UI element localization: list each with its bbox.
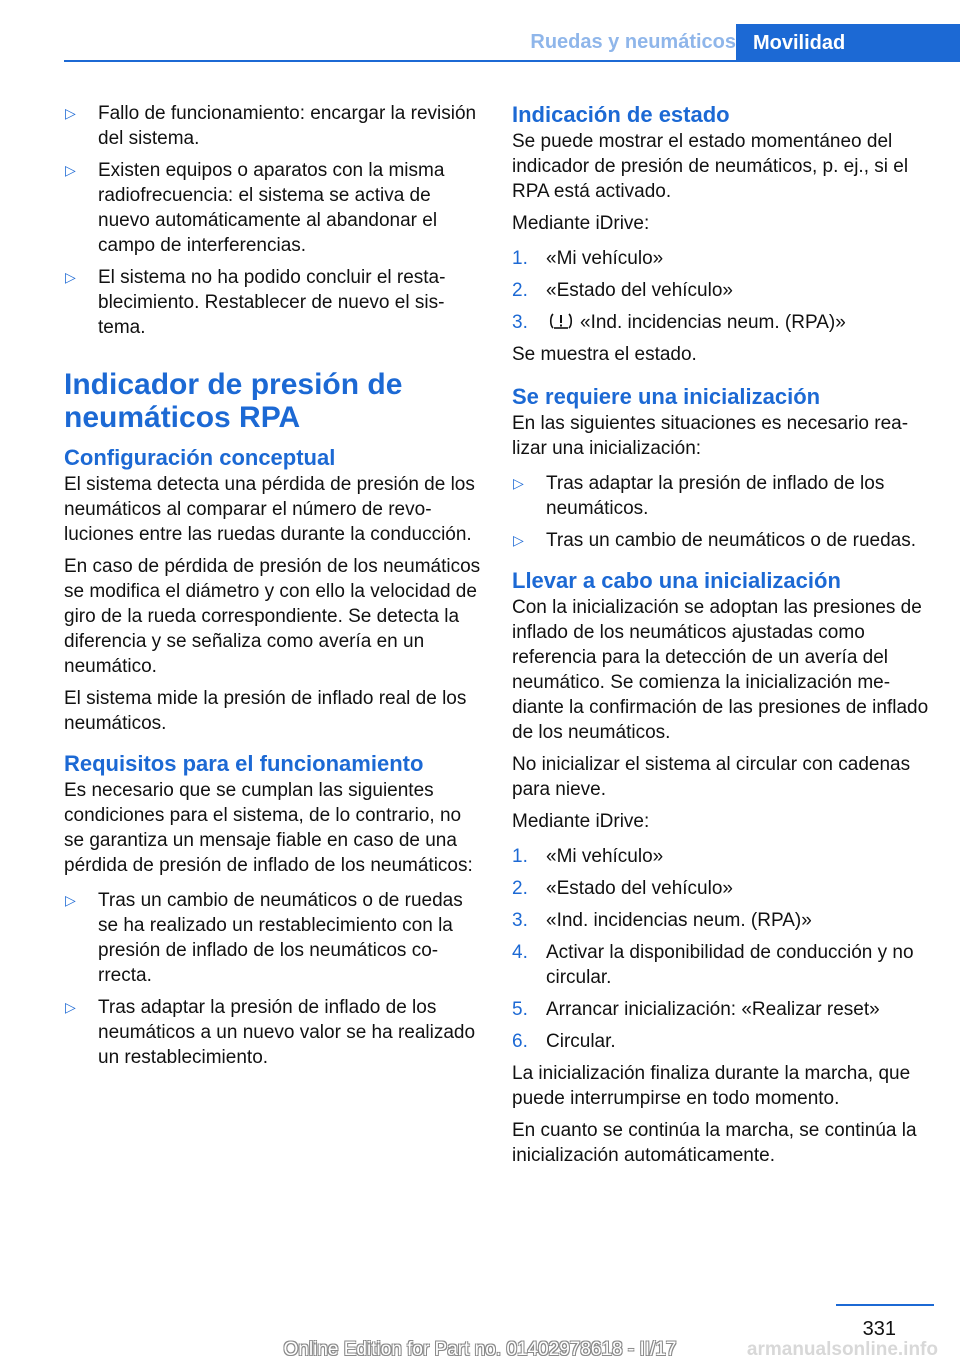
triangle-right-icon: ▷ (65, 269, 76, 285)
numbered-list (512, 246, 932, 335)
list-item: ▷ Fallo de funcionamiento: encargar la revisión del sistema. (65, 103, 477, 149)
list-item: 3. «Ind. incidencias neum. (RPA)» (512, 312, 846, 333)
header-section-title: Ruedas y neumáticos (530, 31, 736, 53)
paragraph: Con la inicialización se adoptan las presiones de inflado de los neumáticos ajustadas como referencia para la detección de un avería del neumático. Se comienza la inicialización mediante la confirmación de las presiones de inflado de los neumáticos. (512, 597, 929, 743)
right-column (512, 101, 932, 1175)
subsection-title: Llevar a cabo una inicialización (512, 568, 841, 593)
numbered-list (512, 844, 932, 1054)
triangle-right-icon: ▷ (65, 105, 76, 121)
triangle-right-icon: ▷ (513, 532, 524, 548)
footer-edition-text: Online Edition for Part no. 01402978618 - II/17 (283, 1339, 677, 1360)
list-item: 1. «Mi vehículo» (512, 248, 664, 269)
list-item: ▷ Tras adaptar la presión de inflado de los neumáticos a un nuevo valor se ha realizado un restablecimiento. (65, 997, 476, 1068)
triangle-right-icon: ▷ (65, 162, 76, 178)
paragraph: Es necesario que se cumplan las siguientes condiciones para el sistema, de lo contrario, no se garantiza un mensaje fiable en caso de una pérdida de presión de inflado de los neumáticos: (64, 780, 473, 876)
list-item: 5. Arrancar inicialización: «Realizar reset» (512, 999, 880, 1020)
paragraph: En las siguientes situaciones es necesario realizar una inicialización: (512, 413, 909, 459)
list-item: 3. «Ind. incidencias neum. (RPA)» (512, 910, 812, 931)
subsection-title: Requisitos para el funcionamiento (64, 751, 424, 776)
triangle-right-icon: ▷ (513, 475, 524, 491)
bullet-list (64, 888, 484, 1070)
paragraph: La inicialización finaliza durante la marcha, que puede interrumpirse en todo momento. (512, 1063, 911, 1109)
watermark: armanualsonline.info (746, 1339, 938, 1360)
bullet-list (64, 101, 484, 340)
paragraph: El sistema detecta una pérdida de presión de los neumáticos al comparar el número de revoluciones entre las ruedas durante la conducción. (64, 474, 475, 545)
list-item: 1. «Mi vehículo» (512, 846, 664, 867)
subsection-title: Indicación de estado (512, 102, 730, 127)
paragraph: En caso de pérdida de presión de los neumáticos se modifica el diámetro y con ello la velocidad de giro de la rueda correspondiente. Se detecta la diferencia y se señaliza como avería en un neumático. (64, 556, 481, 677)
list-item: 6. Circular. (512, 1031, 616, 1052)
triangle-right-icon: ▷ (65, 892, 76, 908)
subsection-title: Configuración conceptual (64, 445, 336, 470)
section-title: Indicador de presión de neumáticos RPA (64, 368, 403, 434)
list-item: 2. «Estado del vehículo» (512, 878, 733, 899)
list-item: ▷ El sistema no ha podido concluir el restablecimiento. Restablecer de nuevo el sistema. (65, 267, 446, 338)
triangle-right-icon: ▷ (65, 999, 76, 1015)
footer-rule (836, 1304, 934, 1306)
paragraph: No inicializar el sistema al circular con cadenas para nieve. (512, 754, 911, 800)
list-item: ▷ Tras adaptar la presión de inflado de los neumáticos. (513, 473, 885, 519)
paragraph: Se muestra el estado. (512, 344, 697, 365)
list-item: 4. Activar la disponibilidad de conducción y no circular. (512, 942, 914, 988)
list-item: ▷ Tras un cambio de neumáticos o de ruedas se ha realizado un restablecimiento con la presión de inflado de los neumáticos correcta. (65, 890, 463, 986)
list-item: ▷ Existen equipos o aparatos con la misma radiofrecuencia: el sistema se activa de nuevo automáticamente al abandonar el campo de interferencias. (65, 160, 445, 256)
page-header (64, 24, 960, 62)
paragraph: El sistema mide la presión de inflado real de los neumáticos. (64, 688, 467, 734)
header-chapter-tab: Movilidad (736, 24, 960, 62)
tire-pressure-warning-icon (548, 312, 574, 330)
paragraph: Mediante iDrive: (512, 213, 650, 234)
header-rule (64, 60, 960, 62)
paragraph: Se puede mostrar el estado momentáneo del indicador de presión de neumáticos, p. ej., si el RPA está activado. (512, 131, 909, 202)
paragraph: Mediante iDrive: (512, 811, 650, 832)
list-item: ▷ Tras un cambio de neumáticos o de ruedas. (513, 530, 916, 551)
bullet-list (512, 471, 932, 553)
list-item: 2. «Estado del vehículo» (512, 280, 733, 301)
left-column (64, 101, 484, 1077)
page-number: 331 (862, 1318, 896, 1340)
paragraph: En cuanto se continúa la marcha, se continúa la inicialización automáticamente. (512, 1120, 917, 1166)
subsection-title: Se requiere una inicialización (512, 384, 821, 409)
